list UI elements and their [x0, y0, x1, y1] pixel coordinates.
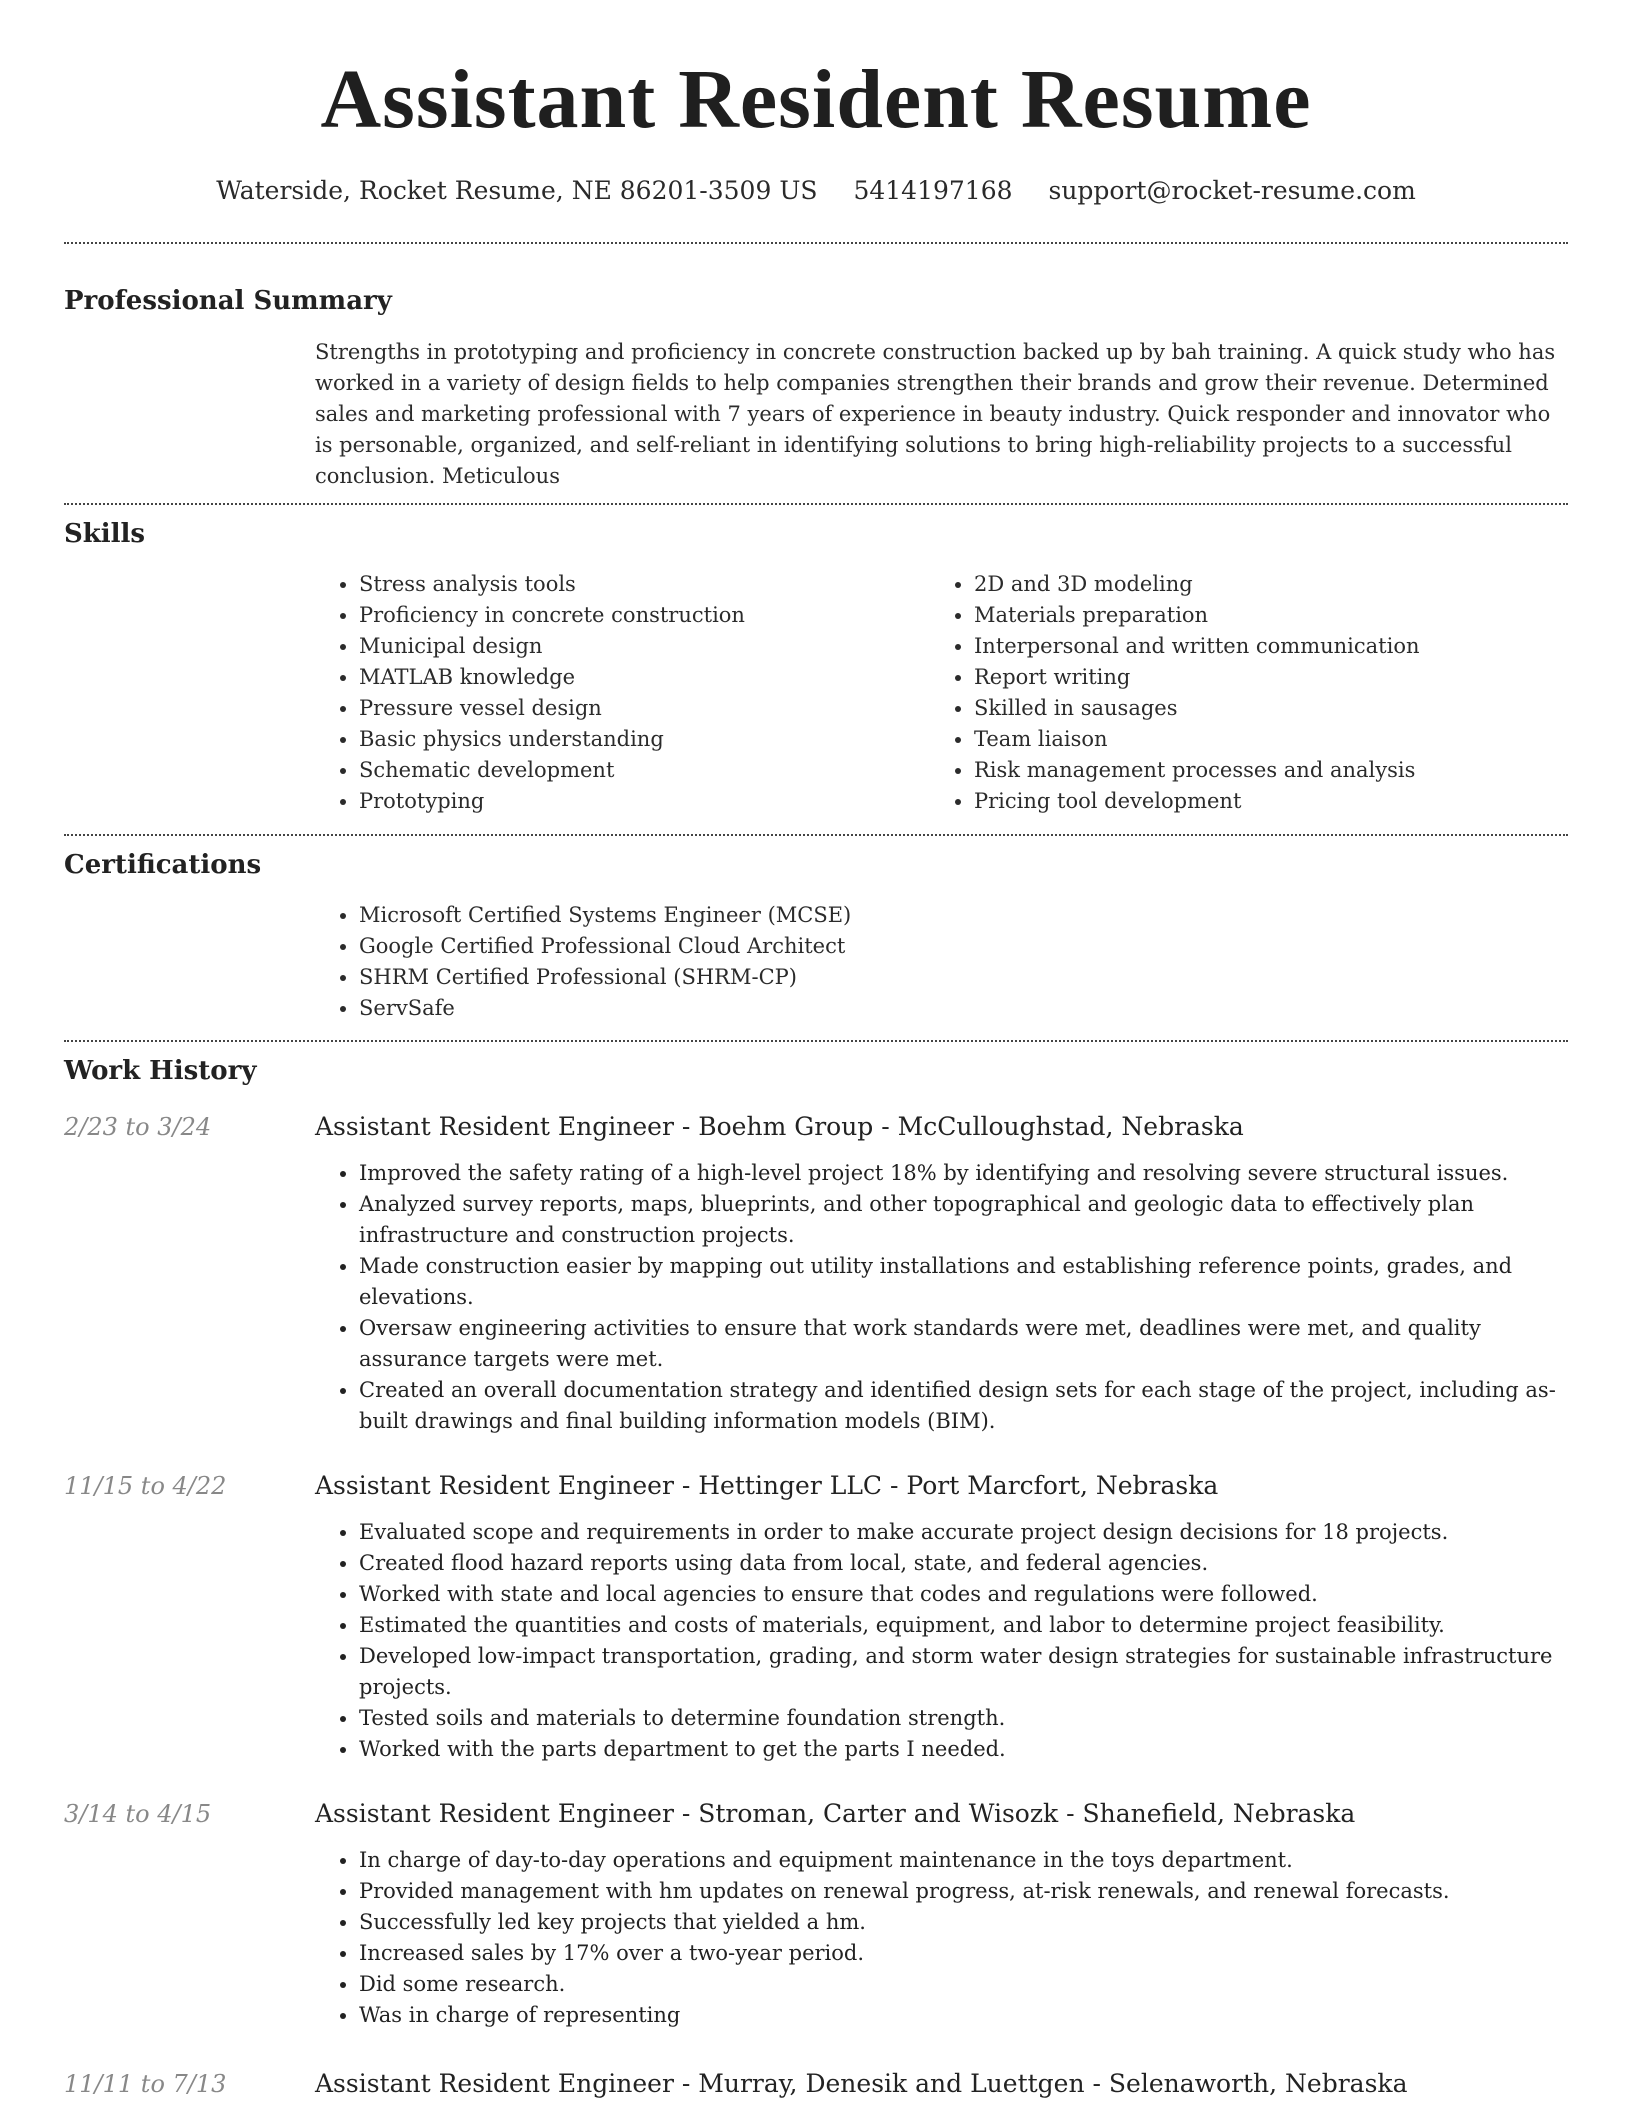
job-dates: 2/23 to 3/24: [64, 1113, 212, 1141]
certifications-list: [315, 900, 1568, 1024]
skill-item: • Municipal design: [359, 631, 930, 662]
job-entry: [64, 1469, 1568, 1765]
job-heading: Assistant Resident Engineer - Boehm Group - McCulloughstad, Nebraska: [315, 1112, 1244, 1141]
job-bullet: • Estimated the quantities and costs of materials, equipment, and labor to determine project feasibility.: [359, 1610, 1568, 1641]
skill-item: • MATLAB knowledge: [359, 662, 930, 693]
job-bullet: • Evaluated scope and requirements in order to make accurate project design decisions for 18 projects.: [359, 1517, 1568, 1548]
job-heading: Assistant Resident Engineer - Hettinger LLC - Port Marcfort, Nebraska: [315, 1471, 1219, 1500]
resume-title: Assistant Resident Resume: [320, 53, 1312, 146]
skill-item: • Schematic development: [359, 755, 930, 786]
summary-body: [315, 337, 1568, 492]
resume-page: [64, 0, 1568, 2101]
skill-item: • Risk management processes and analysis: [974, 755, 1545, 786]
job-bullet: • Provided management with hm updates on renewal progress, at-risk renewals, and renewal forecasts.: [359, 1876, 1568, 1907]
job-bullet: • Did some research.: [359, 1969, 1568, 2000]
job-bullet: • Worked with the parts department to get the parts I needed.: [359, 1734, 1568, 1765]
job-bullets: [315, 1158, 1568, 1437]
skill-item: • Pressure vessel design: [359, 693, 930, 724]
certification-item: • Microsoft Certified Systems Engineer (MCSE): [359, 900, 1568, 931]
skills-list-right: [930, 569, 1545, 817]
job-bullet: • Analyzed survey reports, maps, blueprints, and other topographical and geologic data to effectively plan infrastructure and construction projects.: [359, 1189, 1568, 1251]
skill-item: • Pricing tool development: [974, 786, 1545, 817]
skills-heading: Skills: [64, 519, 146, 549]
job-dates: 11/11 to 7/13: [64, 2070, 227, 2098]
skill-item: • Skilled in sausages: [974, 693, 1545, 724]
job-entry: [64, 1797, 1568, 2031]
job-bullet: • Improved the safety rating of a high-level project 18% by identifying and resolving severe structural issues.: [359, 1158, 1568, 1189]
job-bullets: [315, 1517, 1568, 1765]
certification-item: • Google Certified Professional Cloud Architect: [359, 931, 1568, 962]
skills-column-left: [315, 569, 930, 817]
skills-body: [315, 569, 1568, 817]
skill-item: • Basic physics understanding: [359, 724, 930, 755]
certification-item: • SHRM Certified Professional (SHRM-CP): [359, 962, 1568, 993]
contact-line: [64, 174, 1568, 208]
phone-text: 5414197168: [853, 176, 1013, 205]
skill-item: • Stress analysis tools: [359, 569, 930, 600]
job-bullet: • Created flood hazard reports using data from local, state, and federal agencies.: [359, 1548, 1568, 1579]
skill-item: • Report writing: [974, 662, 1545, 693]
job-bullet: • Tested soils and materials to determine foundation strength.: [359, 1703, 1568, 1734]
skill-item: • Prototyping: [359, 786, 930, 817]
certifications-heading: Certifications: [64, 850, 262, 880]
job-bullet: • In charge of day-to-day operations and equipment maintenance in the toys department.: [359, 1845, 1568, 1876]
job-bullet: • Made construction easier by mapping out utility installations and establishing reference points, grades, and elevations.: [359, 1251, 1568, 1313]
divider: [64, 834, 1568, 836]
skills-list-left: [315, 569, 930, 817]
job-bullet: • Increased sales by 17% over a two-year period.: [359, 1938, 1568, 1969]
skill-item: • Proficiency in concrete construction: [359, 600, 930, 631]
job-dates: 3/14 to 4/15: [64, 1800, 212, 1828]
job-entry: [64, 1110, 1568, 1437]
divider: [64, 1040, 1568, 1042]
skill-item: • 2D and 3D modeling: [974, 569, 1545, 600]
job-bullet: • Developed low-impact transportation, grading, and storm water design strategies for sustainable infrastructure projects.: [359, 1641, 1568, 1703]
certifications-body: [315, 900, 1568, 1024]
work-history-heading: Work History: [64, 1056, 257, 1086]
job-dates: 11/15 to 4/22: [64, 1472, 227, 1500]
skill-item: • Interpersonal and written communication: [974, 631, 1545, 662]
job-bullets: [315, 1845, 1568, 2031]
skills-column-right: [930, 569, 1545, 817]
address-text: Waterside, Rocket Resume, NE 86201-3509 US: [216, 176, 818, 205]
divider: [64, 242, 1568, 244]
divider: [64, 503, 1568, 505]
job-bullet: • Was in charge of representing: [359, 2000, 1568, 2031]
job-bullet: • Successfully led key projects that yielded a hm.: [359, 1907, 1568, 1938]
certification-item: • ServSafe: [359, 993, 1568, 1024]
job-bullet: • Created an overall documentation strategy and identified design sets for each stage of the project, including as-built drawings and final building information models (BIM).: [359, 1375, 1568, 1437]
skill-item: • Materials preparation: [974, 600, 1545, 631]
skill-item: • Team liaison: [974, 724, 1545, 755]
job-heading: Assistant Resident Engineer - Stroman, Carter and Wisozk - Shanefield, Nebraska: [315, 1799, 1356, 1828]
job-entry: [64, 2067, 1568, 2101]
job-bullet: • Worked with state and local agencies to ensure that codes and regulations were followed.: [359, 1579, 1568, 1610]
job-bullet: • Oversaw engineering activities to ensure that work standards were met, deadlines were met, and quality assurance targets were met.: [359, 1313, 1568, 1375]
job-heading: Assistant Resident Engineer - Murray, Denesik and Luettgen - Selenaworth, Nebraska: [315, 2069, 1408, 2098]
summary-text: Strengths in prototyping and proficiency in concrete construction backed up by bah training. A quick study who has worked in a variety of design fields to help companies strengthen their brands and grow their revenue. Determined sales and marketing professional with 7 years of experience in beauty industry. Quick responder and innovator who is personable, organized, and self-reliant in identifying solutions to bring high-reliability projects to a successful conclusion. Meticulous: [315, 340, 1556, 488]
summary-heading: Professional Summary: [64, 286, 392, 316]
email-link[interactable]: support@rocket-resume.com: [1048, 176, 1416, 205]
